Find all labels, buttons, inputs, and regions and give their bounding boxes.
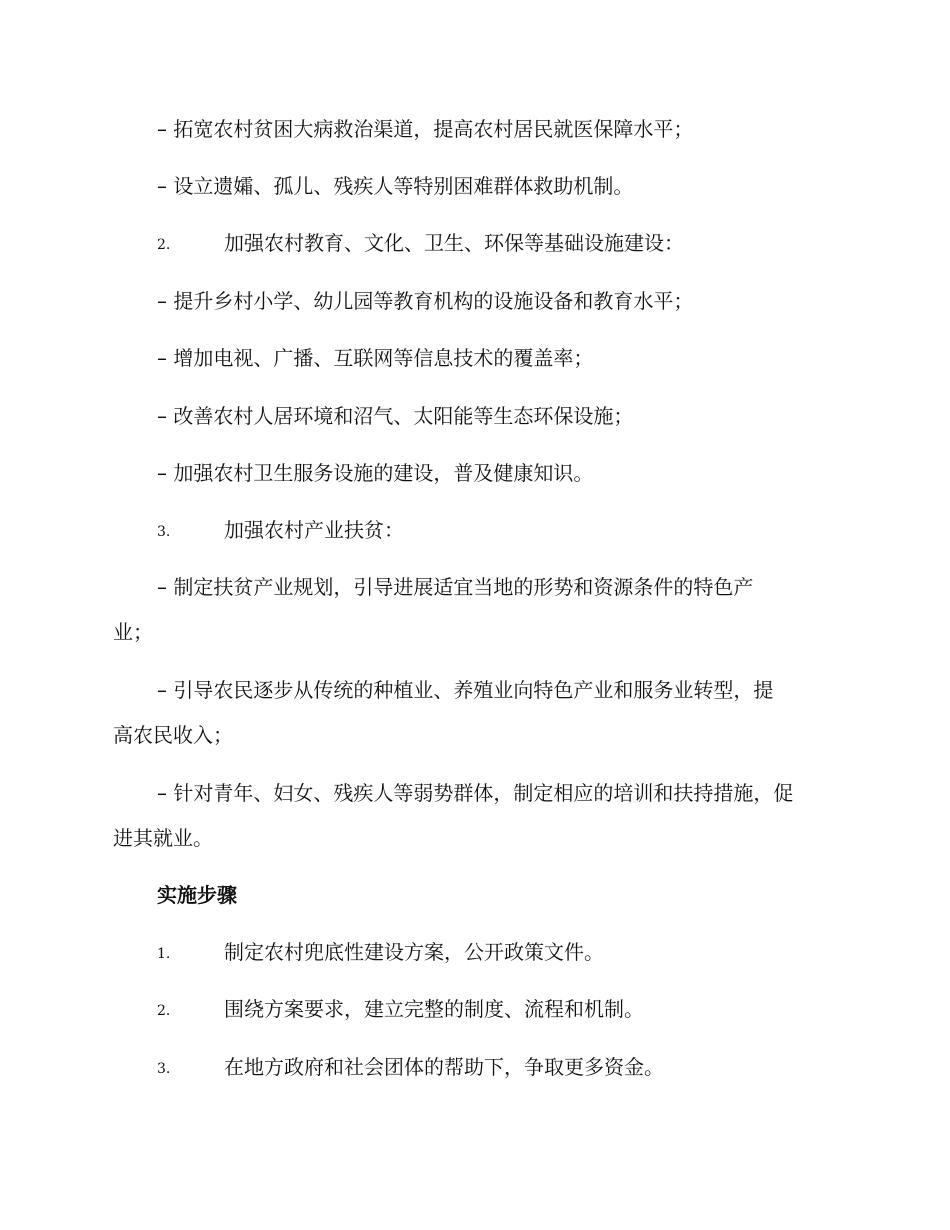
continuation-line: 业； — [113, 620, 153, 644]
list-number: 3. — [157, 524, 171, 540]
list-number: 2. — [157, 237, 171, 253]
bullet-line: – 设立遗孀、孤儿、残疾人等特别困难群体救助机制。 — [157, 174, 634, 198]
list-number: 3. — [157, 1061, 171, 1077]
list-number: 1. — [157, 946, 171, 962]
bullet-line: – 增加电视、广播、互联网等信息技术的覆盖率； — [157, 346, 594, 370]
continuation-line: 高农民收入； — [113, 723, 233, 747]
bullet-line: – 制定扶贫产业规划，引导进展适宜当地的形势和资源条件的特色产 — [157, 575, 754, 599]
bullet-line: – 拓宽农村贫困大病救治渠道，提高农村居民就医保障水平； — [157, 117, 694, 141]
list-item-text: 加强农村教育、文化、卫生、环保等基础设施建设： — [224, 231, 684, 255]
section-heading: 实施步骤 — [157, 883, 237, 907]
list-item-text: 加强农村产业扶贫： — [224, 518, 404, 542]
continuation-line: 进其就业。 — [113, 826, 213, 850]
list-item-text: 在地方政府和社会团体的帮助下，争取更多资金。 — [224, 1055, 664, 1079]
list-item-text: 制定农村兜底性建设方案，公开政策文件。 — [224, 940, 604, 964]
bullet-line: – 加强农村卫生服务设施的建设，普及健康知识。 — [157, 461, 594, 485]
bullet-line: – 改善农村人居环境和沼气、太阳能等生态环保设施； — [157, 404, 634, 428]
list-item-text: 围绕方案要求，建立完整的制度、流程和机制。 — [224, 997, 644, 1021]
bullet-line: – 引导农民逐步从传统的种植业、养殖业向特色产业和服务业转型，提 — [157, 678, 774, 702]
bullet-line: – 提升乡村小学、幼儿园等教育机构的设施设备和教育水平； — [157, 289, 694, 313]
list-number: 2. — [157, 1003, 171, 1019]
bullet-line: – 针对青年、妇女、残疾人等弱势群体，制定相应的培训和扶持措施，促 — [157, 781, 794, 805]
